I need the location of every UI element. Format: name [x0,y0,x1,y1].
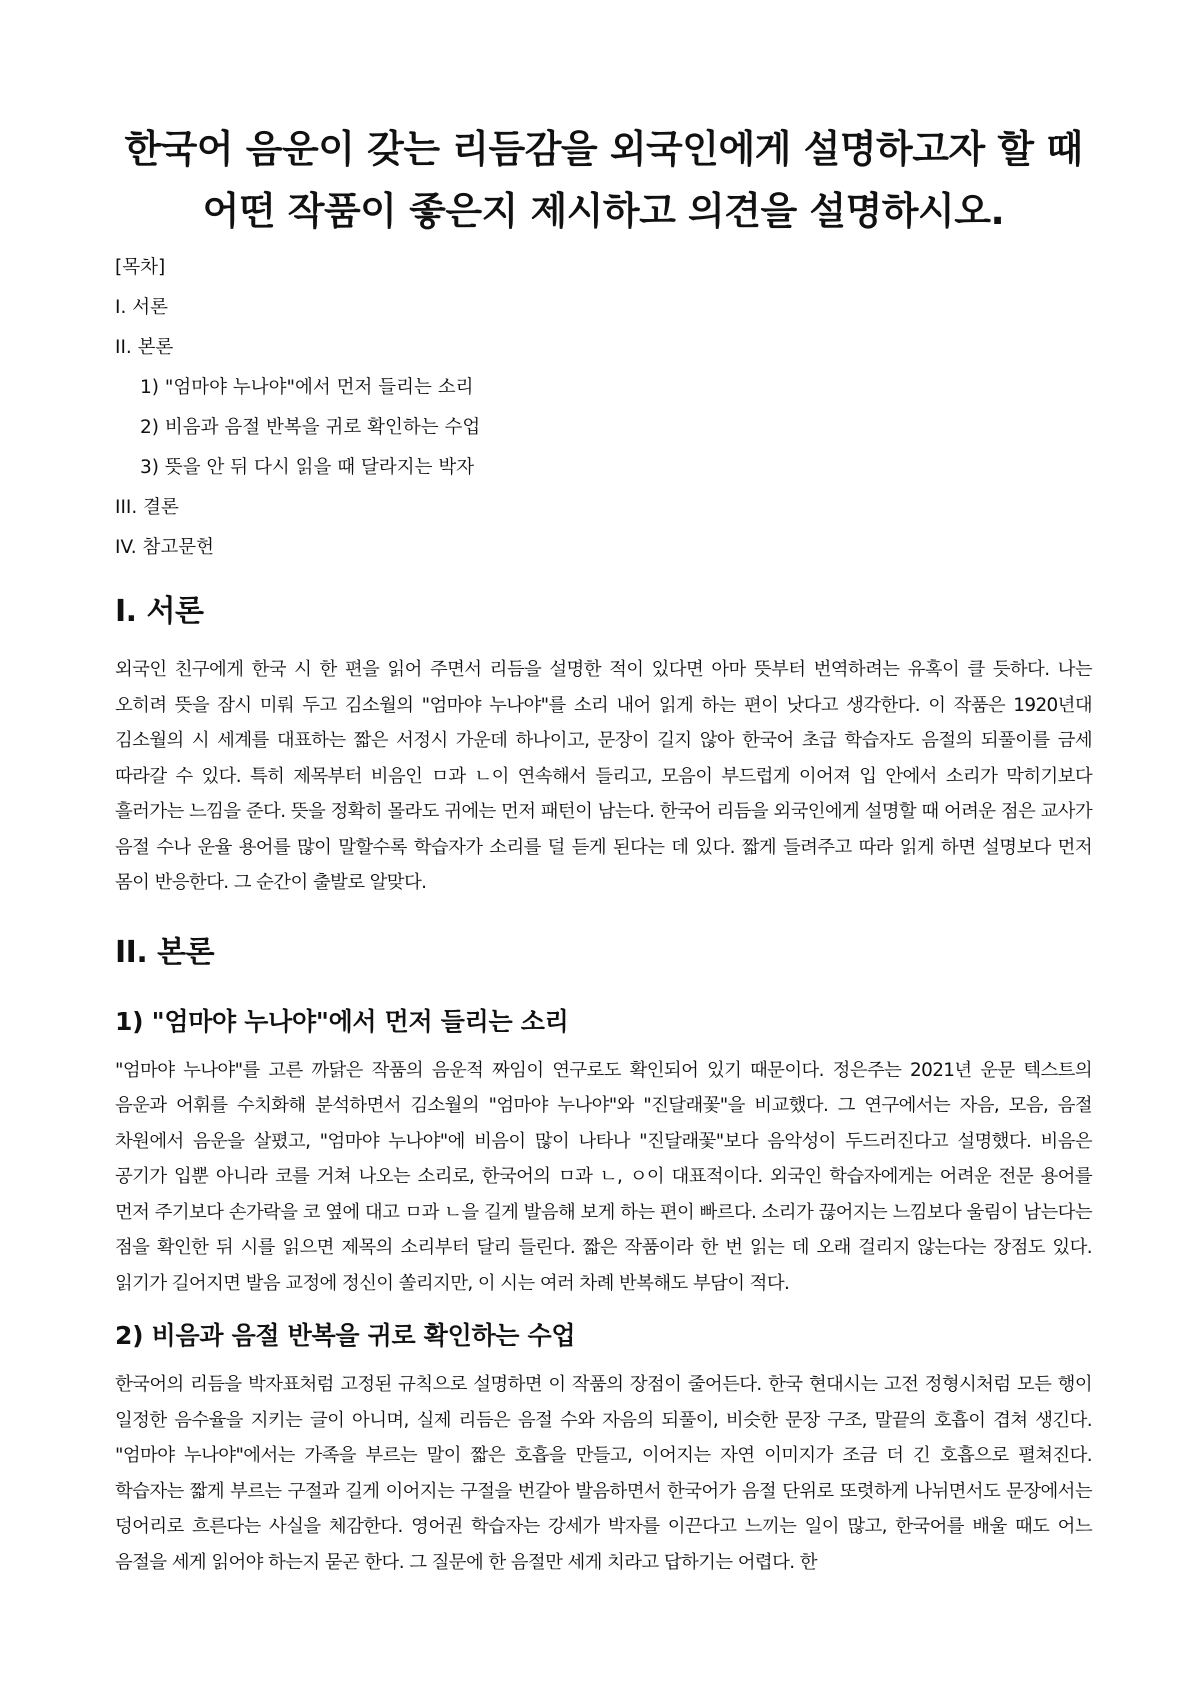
toc-item: III. 결론 [115,497,179,518]
toc-subitem: 2) 비음과 음절 반복을 귀로 확인하는 수업 [140,417,481,438]
toc-item: IV. 참고문헌 [115,537,214,558]
toc-subitem: 1) "엄마야 누나야"에서 먼저 들리는 소리 [140,377,474,398]
subsection-heading-2: 2) 비음과 음절 반복을 귀로 확인하는 수업 [115,1321,576,1350]
toc-item: II. 본론 [115,337,174,358]
subsection-2-paragraph: 한국어의 리듬을 박자표처럼 고정된 규칙으로 설명하면 이 작품의 장점이 줄어든다. 한국 현대시는 고전 정형시처럼 모든 행이 일정한 음수율을 지키는 글이 아니며, 실제 리듬은 음절 수와 자음의 되풀이, 비슷한 문장 구조, 말끝의 호흡이 겹쳐 생긴다. "엄마야 누나야"에서는 가족을 부르는 말이 짧은 호흡을 만들고, 이어지는 자연 이미지가 조금 더 긴 호흡으로 펼쳐진다. 학습자는 짧게 부르는 구절과 길게 이어지는 구절을 번갈아 발음하면서 한국어가 음절 단위로 또렷하게 나뉘면서도 문장에서는 덩어리로 흐른다는 사실을 체감한다. 영어권 학습자는 강세가 박자를 이끈다고 느끼는 일이 많고, 한국어를 배울 때도 어느 음절을 세게 읽어야 하는지 묻곤 한다. 그 질문에 한 음절만 세게 치라고 답하기는 어렵다. 한 [115,1374,1092,1573]
toc-label: [목차] [115,257,166,278]
toc-item: I. 서론 [115,297,168,318]
subsection-1-paragraph: "엄마야 누나야"를 고른 까닭은 작품의 음운적 짜임이 연구로도 확인되어 있기 때문이다. 정은주는 2021년 운문 텍스트의 음운과 어휘를 수치화해 분석하면서 김소월의 "엄마야 누나야"와 "진달래꽃"을 비교했다. 그 연구에서는 자음, 모음, 음절 차원에서 음운을 살폈고, "엄마야 누나야"에 비음이 많이 나타나 "진달래꽃"보다 음악성이 두드러진다고 설명했다. 비음은 공기가 입뿐 아니라 코를 거쳐 나오는 소리로, 한국어의 ㅁ과 ㄴ, ㅇ이 대표적이다. 외국인 학습자에게는 어려운 전문 용어를 먼저 주기보다 손가락을 코 옆에 대고 ㅁ과 ㄴ을 길게 발음해 보게 하는 편이 빠르다. 소리가 끊어지는 느낌보다 울림이 남는다는 점을 확인한 뒤 시를 읽으면 제목의 소리부터 달리 들린다. 짧은 작품이라 한 번 읽는 데 오래 걸리지 않는다는 장점도 있다. 읽기가 길어지면 발음 교정에 정신이 쏠리지만, 이 시는 여러 차례 반복해도 부담이 적다. [115,1059,1092,1294]
section-heading-body: II. 본론 [115,934,215,970]
introduction-paragraph: 외국인 친구에게 한국 시 한 편을 읽어 주면서 리듬을 설명한 적이 있다면 아마 뜻부터 번역하려는 유혹이 클 듯하다. 나는 오히려 뜻을 잠시 미뤄 두고 김소월의 "엄마야 누나야"를 소리 내어 읽게 하는 편이 낫다고 생각한다. 이 작품은 1920년대 김소월의 시 세계를 대표하는 짧은 서정시 가운데 하나이고, 문장이 길지 않아 한국어 초급 학습자도 음절의 되풀이를 금세 따라갈 수 있다. 특히 제목부터 비음인 ㅁ과 ㄴ이 연속해서 들리고, 모음이 부드럽게 이어져 입 안에서 소리가 막히기보다 흘러가는 느낌을 준다. 뜻을 정확히 몰라도 귀에는 먼저 패턴이 남는다. 한국어 리듬을 외국인에게 설명할 때 어려운 점은 교사가 음절 수나 운율 용어를 많이 말할수록 학습자가 소리를 덜 듣게 된다는 데 있다. 짧게 들려주고 따라 읽게 하면 설명보다 먼저 몸이 반응한다. 그 순간이 출발로 알맞다. [115,659,1092,893]
subsection-heading-1: 1) "엄마야 누나야"에서 먼저 들리는 소리 [115,1006,569,1036]
toc-subitem: 3) 뜻을 안 뒤 다시 읽을 때 달라지는 박자 [140,457,475,478]
document-title: 한국어 음운이 갖는 리듬감을 외국인에게 설명하고자 할 때 어떤 작품이 좋은지 제시하고 의견을 설명하시오. [124,127,1083,233]
section-heading-introduction: I. 서론 [115,594,204,629]
table-of-contents [115,258,1092,558]
